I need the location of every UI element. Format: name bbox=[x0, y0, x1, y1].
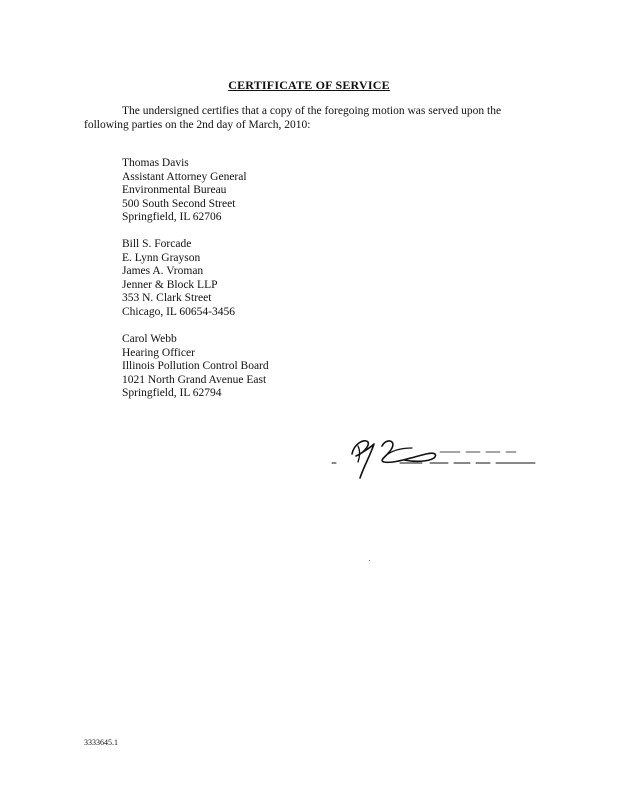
recipient-line: 1021 North Grand Avenue East bbox=[122, 373, 267, 386]
certification-statement: The undersigned certifies that a copy of the foregoing motion was served upon the following parties on the 2nd day of March, 2010: bbox=[84, 105, 502, 131]
recipient-block-jenner-block bbox=[122, 238, 235, 320]
recipient-line: Assistant Attorney General bbox=[122, 170, 247, 183]
recipient-line: Environmental Bureau bbox=[122, 184, 227, 197]
recipient-line: Illinois Pollution Control Board bbox=[122, 360, 269, 373]
recipient-line: Bill S. Forcade bbox=[122, 238, 192, 250]
recipient-line: Thomas Davis bbox=[122, 157, 189, 169]
recipient-line: Springfield, IL 62706 bbox=[122, 211, 222, 224]
recipient-block-davis bbox=[122, 157, 247, 225]
recipient-block-webb bbox=[122, 333, 269, 401]
recipient-line: James A. Vroman bbox=[122, 265, 204, 278]
recipient-line: Jenner & Block LLP bbox=[122, 278, 218, 291]
recipient-line: E. Lynn Grayson bbox=[122, 251, 201, 264]
page-title: CERTIFICATE OF SERVICE bbox=[228, 78, 390, 92]
recipient-line: 353 N. Clark Street bbox=[122, 292, 212, 305]
recipient-line: Carol Webb bbox=[122, 333, 177, 345]
recipient-line: Hearing Officer bbox=[122, 346, 195, 359]
handwritten-signature bbox=[330, 432, 540, 482]
recipient-line: 500 South Second Street bbox=[122, 197, 236, 210]
recipient-line: Springfield, IL 62794 bbox=[122, 387, 222, 400]
document-id: 3333645.1 bbox=[84, 738, 118, 747]
scan-artifact bbox=[369, 560, 370, 561]
recipient-line: Chicago, IL 60654-3456 bbox=[122, 305, 235, 318]
